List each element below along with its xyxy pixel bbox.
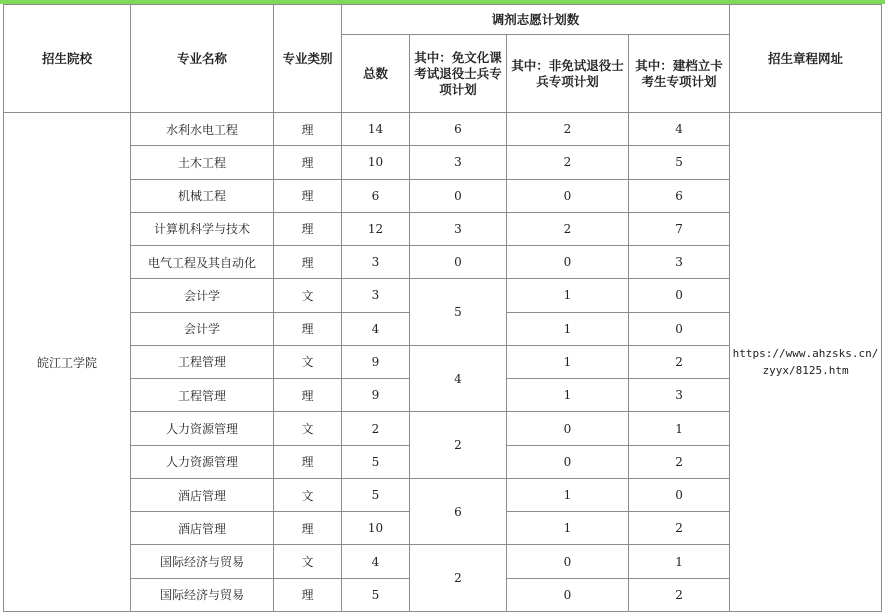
total-cell: 14 — [342, 113, 410, 146]
major-cell: 会计学 — [131, 312, 274, 345]
sub1-cell: 6 — [410, 113, 507, 146]
sub3-cell: 0 — [629, 279, 730, 312]
sub3-cell: 2 — [629, 345, 730, 378]
category-cell: 理 — [274, 179, 342, 212]
sub3-cell: 2 — [629, 578, 730, 611]
header-major: 专业名称 — [131, 5, 274, 113]
header-sub2: 其中：非免试退役士兵专项计划 — [507, 35, 629, 113]
total-cell: 4 — [342, 312, 410, 345]
total-cell: 9 — [342, 379, 410, 412]
category-cell: 理 — [274, 379, 342, 412]
sub2-cell: 0 — [507, 246, 629, 279]
total-cell: 5 — [342, 445, 410, 478]
total-cell: 6 — [342, 179, 410, 212]
sub3-cell: 5 — [629, 146, 730, 179]
major-cell: 工程管理 — [131, 379, 274, 412]
category-cell: 理 — [274, 246, 342, 279]
category-cell: 理 — [274, 578, 342, 611]
total-cell: 9 — [342, 345, 410, 378]
sub3-cell: 2 — [629, 512, 730, 545]
sub3-cell: 2 — [629, 445, 730, 478]
sub2-cell: 1 — [507, 279, 629, 312]
sub2-cell: 1 — [507, 512, 629, 545]
major-cell: 水利水电工程 — [131, 113, 274, 146]
major-cell: 机械工程 — [131, 179, 274, 212]
sub2-cell: 1 — [507, 345, 629, 378]
table-row — [4, 113, 882, 146]
major-cell: 国际经济与贸易 — [131, 545, 274, 578]
sub2-cell: 0 — [507, 578, 629, 611]
category-cell: 文 — [274, 345, 342, 378]
major-cell: 电气工程及其自动化 — [131, 246, 274, 279]
sub3-cell: 1 — [629, 545, 730, 578]
sub1-cell: 5 — [410, 279, 507, 346]
sub3-cell: 4 — [629, 113, 730, 146]
sub1-cell: 3 — [410, 146, 507, 179]
sub1-cell: 4 — [410, 345, 507, 412]
total-cell: 10 — [342, 512, 410, 545]
header-url: 招生章程网址 — [730, 5, 882, 113]
major-cell: 国际经济与贸易 — [131, 578, 274, 611]
major-cell: 工程管理 — [131, 345, 274, 378]
sub3-cell: 3 — [629, 246, 730, 279]
total-cell: 2 — [342, 412, 410, 445]
sub2-cell: 2 — [507, 113, 629, 146]
sub2-cell: 2 — [507, 146, 629, 179]
major-cell: 会计学 — [131, 279, 274, 312]
header-sub1: 其中：免文化课考试退役士兵专项计划 — [410, 35, 507, 113]
category-cell: 理 — [274, 445, 342, 478]
total-cell: 12 — [342, 212, 410, 245]
header-sub3: 其中：建档立卡考生专项计划 — [629, 35, 730, 113]
sub2-cell: 1 — [507, 312, 629, 345]
category-cell: 理 — [274, 312, 342, 345]
major-cell: 计算机科学与技术 — [131, 212, 274, 245]
major-cell: 人力资源管理 — [131, 412, 274, 445]
category-cell: 理 — [274, 512, 342, 545]
admission-plan-table — [3, 4, 882, 612]
sub2-cell: 1 — [507, 478, 629, 511]
total-cell: 3 — [342, 279, 410, 312]
sub2-cell: 1 — [507, 379, 629, 412]
major-cell: 酒店管理 — [131, 478, 274, 511]
sub3-cell: 3 — [629, 379, 730, 412]
sub1-cell: 6 — [410, 478, 507, 545]
major-cell: 酒店管理 — [131, 512, 274, 545]
sub3-cell: 7 — [629, 212, 730, 245]
total-cell: 5 — [342, 478, 410, 511]
sub3-cell: 0 — [629, 312, 730, 345]
header-category: 专业类别 — [274, 5, 342, 113]
total-cell: 3 — [342, 246, 410, 279]
sub3-cell: 1 — [629, 412, 730, 445]
school-name-cell: 皖江工学院 — [4, 113, 131, 612]
category-cell: 理 — [274, 212, 342, 245]
category-cell: 文 — [274, 478, 342, 511]
total-cell: 10 — [342, 146, 410, 179]
total-cell: 4 — [342, 545, 410, 578]
sub2-cell: 0 — [507, 179, 629, 212]
sub1-cell: 3 — [410, 212, 507, 245]
header-school: 招生院校 — [4, 5, 131, 113]
category-cell: 文 — [274, 412, 342, 445]
major-cell: 土木工程 — [131, 146, 274, 179]
sub1-cell: 0 — [410, 246, 507, 279]
sub3-cell: 6 — [629, 179, 730, 212]
header-plan-group: 调剂志愿计划数 — [342, 5, 730, 35]
sub1-cell: 2 — [410, 412, 507, 479]
category-cell: 文 — [274, 279, 342, 312]
sub2-cell: 0 — [507, 412, 629, 445]
sub1-cell: 2 — [410, 545, 507, 612]
charter-url-cell: https://www.ahzsks.cn/zyyx/8125.htm — [730, 113, 882, 612]
category-cell: 理 — [274, 146, 342, 179]
sub1-cell: 0 — [410, 179, 507, 212]
category-cell: 理 — [274, 113, 342, 146]
sub2-cell: 2 — [507, 212, 629, 245]
header-total: 总数 — [342, 35, 410, 113]
total-cell: 5 — [342, 578, 410, 611]
sub3-cell: 0 — [629, 478, 730, 511]
sub2-cell: 0 — [507, 545, 629, 578]
category-cell: 文 — [274, 545, 342, 578]
sub2-cell: 0 — [507, 445, 629, 478]
major-cell: 人力资源管理 — [131, 445, 274, 478]
